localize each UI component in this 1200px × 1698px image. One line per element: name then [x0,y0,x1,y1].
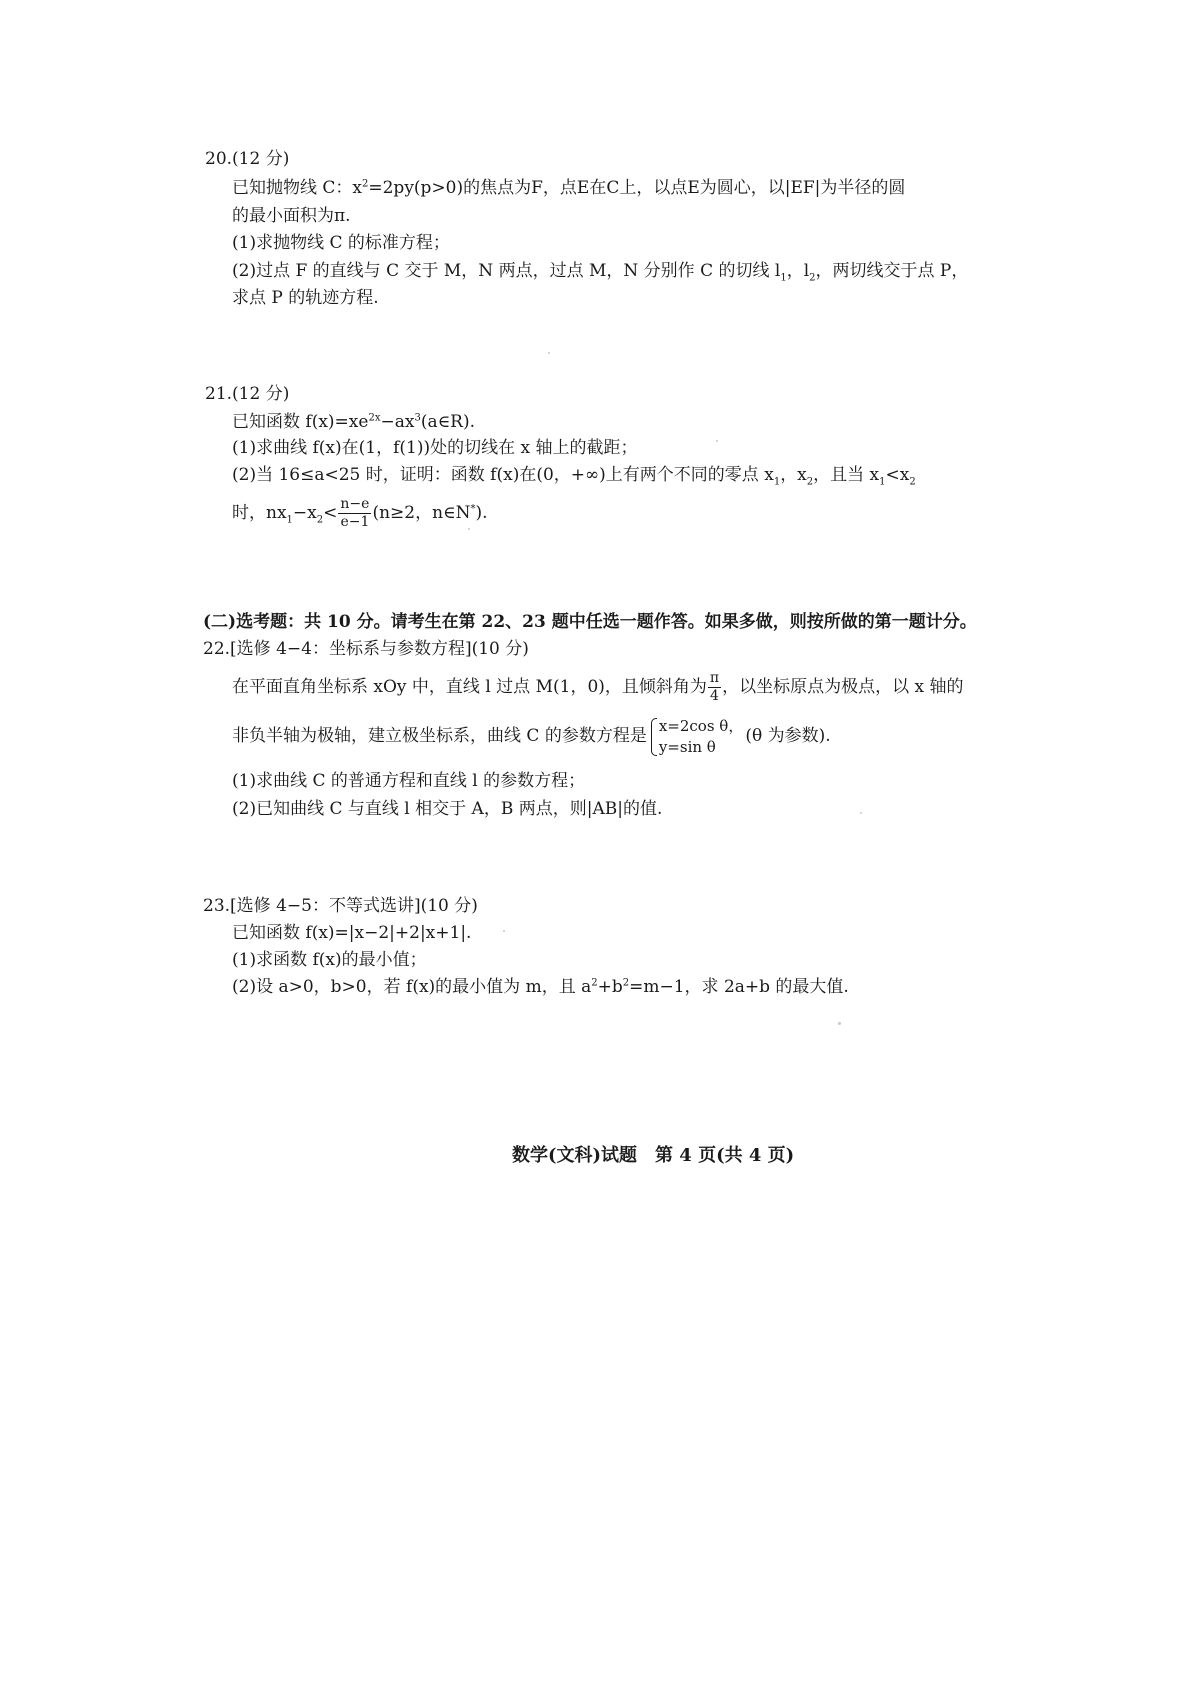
q21-line3-sup: * [470,503,476,515]
q20-stem-text-a: 已知抛物线 C：x [232,178,362,198]
q21-line3-text-b: −x [292,503,317,523]
q20-stem-line2: 的最小面积为π. [232,206,351,226]
q22-system-row-1: x=2cos θ， [658,716,744,735]
q22-fraction-numerator: π [709,670,720,686]
q23-part1: (1)求函数 f(x)的最小值； [232,950,427,970]
q21-number: 21.(12 分) [205,384,290,404]
q20-stem-text-b: =2py(p>0)的焦点为F，点E在C上，以点E为圆心，以|EF|为半径的圆 [368,178,906,198]
q20-part2-line2: 求点 P 的轨迹方程. [232,288,379,308]
q21-line3-text-c: < [323,503,338,523]
q21-stem-text-b: −ax [380,412,415,432]
q21-sub-2: 2 [806,476,814,488]
q23-part2 [232,976,849,998]
q22-line2 [232,713,831,759]
scan-speck [548,352,550,354]
q20-part1: (1)求抛物线 C 的标准方程； [232,233,450,253]
q22-number: 22.[选修 4−4：坐标系与参数方程](10 分) [203,639,529,659]
q21-part2-text-c: ，且当 x [813,465,880,485]
scan-speck [860,812,862,814]
q21-line3-text-a: 时，nx [232,503,287,523]
q22-part2: (2)已知曲线 C 与直线 l 相交于 A，B 两点，则|AB|的值. [232,799,663,819]
q21-exponent-1: 2x [368,412,381,424]
q20-part2-text-c: ，两切线交于点 P， [815,261,969,281]
scan-speck [503,930,505,932]
q21-fraction-numerator: n−e [340,496,370,512]
scan-speck [838,1022,841,1025]
q21-part2-text-d: <x [885,465,910,485]
q21-part1: (1)求曲线 f(x)在(1，f(1))处的切线在 x 轴上的截距； [232,438,638,458]
q20-part2-text-a: (2)过点 F 的直线与 C 交于 M，N 两点，过点 M，N 分别作 C 的切线 l [232,261,781,281]
q21-line3-text-e: ). [475,503,488,523]
q22-line1-text-a: 在平面直角坐标系 xOy 中，直线 l 过点 M(1，0)，且倾斜角为 [232,677,707,697]
q21-sub-1: 1 [773,476,781,488]
q20-part2-line1 [232,260,968,282]
q21-part2-text-a: (2)当 16≤a<25 时，证明：函数 f(x)在(0，+∞)上有两个不同的零点 x [232,465,774,485]
q21-sub-4: 2 [909,476,916,488]
page-footer: 数学(文科)试题 第 4 页(共 4 页) [512,1145,795,1166]
q22-system-row-2: y=sin θ [658,737,716,756]
q21-stem-text-a: 已知函数 f(x)=xe [232,412,369,432]
q22-part1: (1)求曲线 C 的普通方程和直线 l 的参数方程； [232,771,586,791]
q23-exponent-2: 2 [622,977,630,989]
q22-line2-text-b: (θ 为参数). [745,726,831,746]
q23-exponent-1: 2 [591,977,598,989]
q21-line3-text-d: (n≥2，n∈N [372,503,471,523]
q21-line3-sub-2: 2 [316,514,324,526]
q21-stem [232,411,475,433]
q22-line1 [232,668,964,706]
q23-part2-text-b: +b [597,977,623,997]
q20-sub-2: 2 [809,272,816,284]
q21-part2-text-b: ，x [780,465,807,485]
q21-stem-text-c: (a∈R). [420,412,475,432]
q21-fraction-denominator: e−1 [340,514,370,530]
q21-part2-line1 [232,464,916,486]
section-2-heading: (二)选考题：共 10 分。请考生在第 22、23 题中任选一题作答。如果多做，则按所做的第一题计分。 [203,612,977,632]
q20-sub-1: 1 [780,272,787,284]
q23-stem: 已知函数 f(x)=|x−2|+2|x+1|. [232,923,472,943]
scan-speck [468,528,470,530]
scan-speck [716,440,718,442]
q21-fraction [338,496,371,531]
q21-exponent-2: 3 [414,412,421,424]
q22-line1-text-b: ，以坐标原点为极点，以 x 轴的 [722,677,964,697]
q23-number: 23.[选修 4−5：不等式选讲](10 分) [203,896,478,916]
q20-stem-line1 [232,177,905,199]
q22-line2-text-a: 非负半轴为极轴，建立极坐标系，曲线 C 的参数方程是 [232,726,647,746]
q22-parametric-system [649,716,744,758]
q23-part2-text-a: (2)设 a>0，b>0，若 f(x)的最小值为 m，且 a [232,977,592,997]
q20-exponent: 2 [362,178,369,190]
q22-fraction [708,670,721,705]
q23-part2-text-c: =m−1，求 2a+b 的最大值. [629,977,849,997]
q21-part2-line2 [232,494,488,532]
q21-line3-sub-1: 1 [286,514,293,526]
q21-sub-3: 1 [879,476,886,488]
q22-fraction-denominator: 4 [710,688,719,704]
q20-part2-text-b: ，l [786,261,810,281]
q20-number: 20.(12 分) [205,149,290,169]
